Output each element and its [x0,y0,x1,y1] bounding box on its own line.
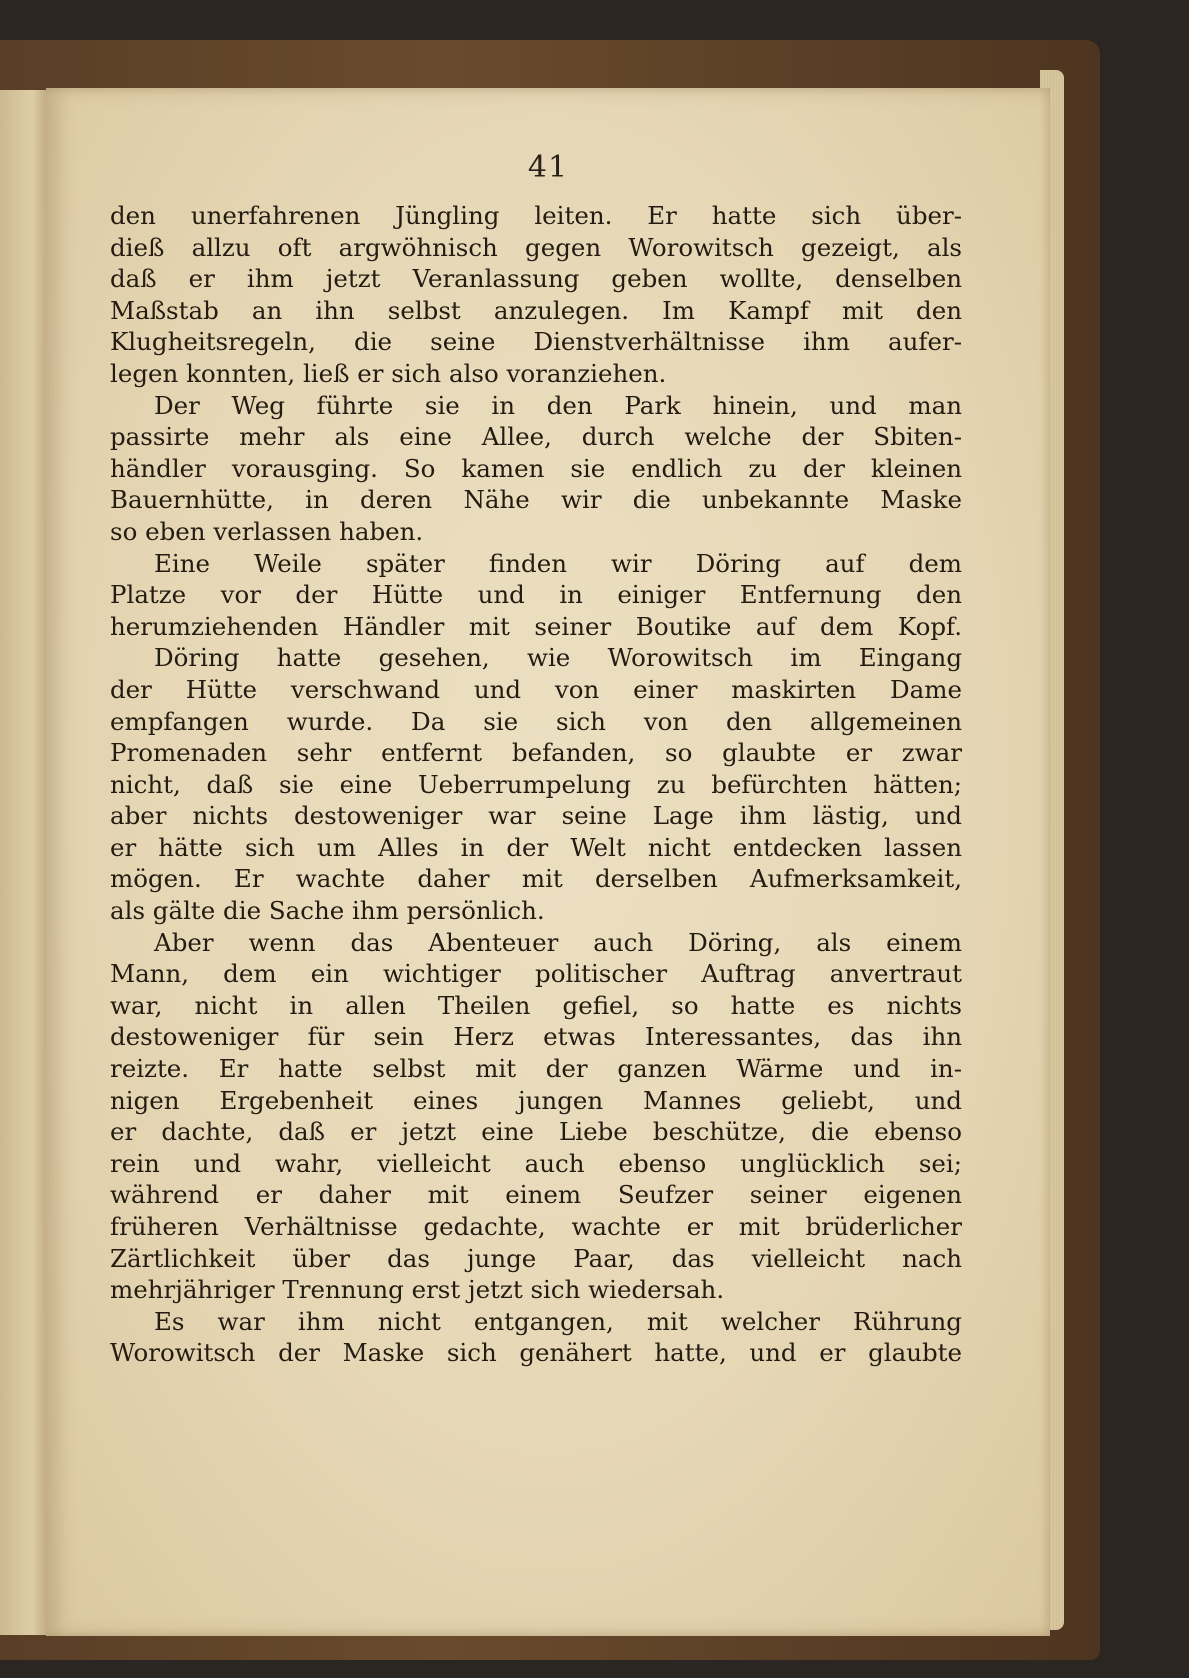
text-line: Eine Weile später finden wir Döring auf dem [154,548,962,578]
text-line: während er daher mit einem Seufzer seiner eigenen [110,1180,962,1210]
text-line: Der Weg führte sie in den Park hinein, und man [154,390,962,420]
text-line: Klugheitsregeln, die seine Dienstverhältnisse ihm aufer- [110,327,962,357]
text-line: Aber wenn das Abenteuer auch Döring, als einem [154,927,962,957]
text-line: legen konnten, ließ er sich also voranziehen. [110,358,667,388]
page-text [110,200,962,1369]
text-line: rein und wahr, vielleicht auch ebenso unglücklich sei; [110,1148,962,1178]
text-line: der Hütte verschwand und von einer maskirten Dame [110,674,962,704]
text-line: Zärtlichkeit über das junge Paar, das vielleicht nach [110,1243,962,1273]
text-line: mehrjähriger Trennung erst jetzt sich wiedersah. [110,1275,725,1305]
text-line: Worowitsch der Maske sich genähert hatte, und er glaubte [110,1338,962,1368]
text-line: händler vorausging. So kamen sie endlich zu der kleinen [110,453,962,483]
text-line: so eben verlassen haben. [110,516,424,546]
text-line: destoweniger für sein Herz etwas Interessantes, das ihn [110,1022,962,1052]
text-line: er hätte sich um Alles in der Welt nicht entdecken lassen [110,832,962,862]
text-line: Mann, dem ein wichtiger politischer Auftrag anvertraut [110,959,962,989]
text-line: früheren Verhältnisse gedachte, wachte er mit brüderlicher [110,1212,962,1241]
text-line: den unerfahrenen Jüngling leiten. Er hatte sich über- [110,201,962,230]
text-line: nigen Ergebenheit eines jungen Mannes geliebt, und [110,1085,962,1115]
book-page [46,88,1050,1636]
text-line: herumziehenden Händler mit seiner Boutike auf dem Kopf. [110,611,962,641]
previous-page-edge [0,90,46,1635]
text-line: Döring hatte gesehen, wie Worowitsch im Eingang [154,643,962,673]
text-line: als gälte die Sache ihm persönlich. [110,896,545,926]
text-line: passirte mehr als eine Allee, durch welche der Sbiten- [110,422,962,452]
text-line: Bauernhütte, in deren Nähe wir die unbekannte Maske [110,485,962,515]
text-line: er dachte, daß er jetzt eine Liebe beschütze, die ebenso [110,1117,962,1147]
text-line: Promenaden sehr entfernt befanden, so glaubte er zwar [110,738,962,768]
page-number: 41 [527,150,569,185]
text-line: nicht, daß sie eine Ueberrumpelung zu befürchten hätten; [110,769,962,799]
text-line: Platze vor der Hütte und in einiger Entfernung den [110,580,962,610]
text-line: mögen. Er wachte daher mit derselben Aufmerksamkeit, [110,864,962,894]
text-line: reizte. Er hatte selbst mit der ganzen Wärme und in- [110,1054,962,1084]
text-line: Maßstab an ihn selbst anzulegen. Im Kampf mit den [110,295,962,325]
text-line: aber nichts destoweniger war seine Lage ihm lästig, und [110,801,962,831]
text-line: empfangen wurde. Da sie sich von den allgemeinen [110,706,962,736]
text-line: daß er ihm jetzt Veranlassung geben wollte, denselben [110,264,962,294]
text-line: dieß allzu oft argwöhnisch gegen Worowitsch gezeigt, als [110,232,962,262]
text-line: Es war ihm nicht entgangen, mit welcher Rührung [154,1306,962,1336]
text-line: war, nicht in allen Theilen gefiel, so hatte es nichts [110,990,962,1020]
